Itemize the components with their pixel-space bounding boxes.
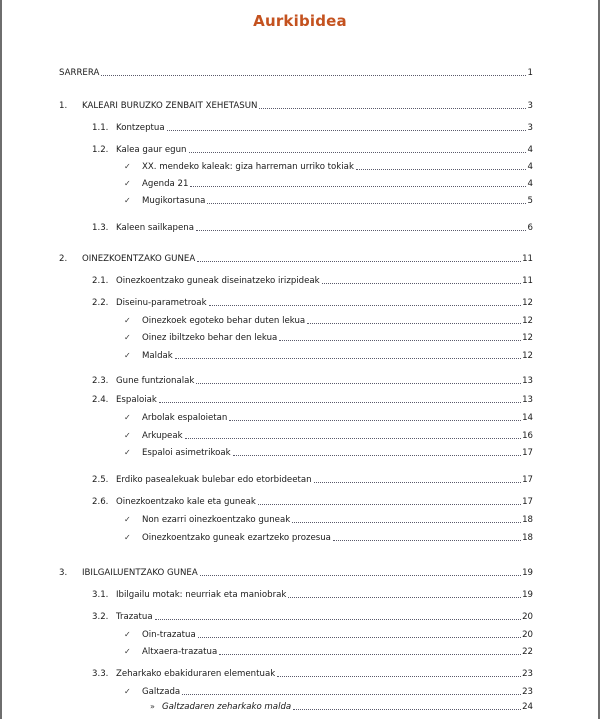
toc-entry[interactable] bbox=[124, 627, 533, 641]
toc-entry-number: 3. bbox=[59, 568, 68, 578]
toc-entry-page-number: 4 bbox=[527, 162, 533, 172]
dot-leader bbox=[307, 323, 521, 324]
toc-entry-label: Gune funtzionalak bbox=[116, 376, 195, 386]
dot-leader bbox=[219, 654, 521, 655]
toc-entry-number: 2.4. bbox=[92, 395, 109, 405]
toc-entry-label: Agenda 21 bbox=[142, 179, 189, 189]
dot-leader bbox=[175, 358, 521, 359]
dot-leader bbox=[209, 305, 522, 306]
toc-entry-number: 1.2. bbox=[92, 145, 109, 155]
toc-entry-page-number: 4 bbox=[527, 145, 533, 155]
dot-leader bbox=[288, 597, 521, 598]
toc-entry-page-number: 3 bbox=[527, 123, 533, 133]
checkmark-bullet-icon: ✓ bbox=[124, 687, 131, 696]
dot-leader bbox=[233, 455, 521, 456]
toc-entry-page-number: 22 bbox=[522, 647, 533, 657]
dot-leader bbox=[198, 637, 521, 638]
checkmark-bullet-icon: ✓ bbox=[124, 351, 131, 360]
toc-entry-label: Maldak bbox=[142, 351, 173, 361]
checkmark-bullet-icon: ✓ bbox=[124, 533, 131, 542]
toc-entry[interactable] bbox=[124, 313, 533, 327]
toc-entry[interactable] bbox=[124, 330, 533, 344]
dot-leader bbox=[314, 482, 521, 483]
toc-entry-label: IBILGAILUENTZAKO GUNEA bbox=[82, 568, 198, 578]
checkmark-bullet-icon: ✓ bbox=[124, 448, 131, 457]
toc-entry-label: Kaleen sailkapena bbox=[116, 223, 194, 233]
toc-entry-page-number: 1 bbox=[527, 68, 533, 78]
dot-leader bbox=[197, 261, 521, 262]
toc-entry-number: 1.1. bbox=[92, 123, 109, 133]
checkmark-bullet-icon: ✓ bbox=[124, 413, 131, 422]
toc-entry-label: Kalea gaur egun bbox=[116, 145, 187, 155]
toc-entry-page-number: 17 bbox=[522, 475, 533, 485]
toc-entry[interactable] bbox=[92, 392, 533, 406]
toc-entry-page-number: 24 bbox=[522, 702, 533, 712]
toc-entry-label: Altxaera-trazatua bbox=[142, 647, 218, 657]
toc-entry-page-number: 18 bbox=[522, 515, 533, 525]
toc-entry-label: Zeharkako ebakiduraren elementuak bbox=[116, 669, 276, 679]
toc-entry[interactable] bbox=[92, 373, 533, 387]
toc-entry-page-number: 20 bbox=[522, 630, 533, 640]
toc-entry-label: Arkupeak bbox=[142, 431, 183, 441]
toc-entry-number: 3.2. bbox=[92, 612, 109, 622]
toc-entry-label: OINEZKOENTZAKO GUNEA bbox=[82, 254, 196, 264]
double-chevron-bullet-icon: » bbox=[150, 702, 155, 711]
toc-entry-label: Espaloi asimetrikoak bbox=[142, 448, 231, 458]
toc-entry-label: Oinez ibiltzeko behar den lekua bbox=[142, 333, 278, 343]
toc-entry-label: Oinezkoek egoteko behar duten lekua bbox=[142, 316, 306, 326]
toc-entry-label: Erdiko pasealekuak bulebar edo etorbideetan bbox=[116, 475, 312, 485]
toc-entry-page-number: 11 bbox=[522, 276, 533, 286]
toc-entry-label: Oinezkoentzako kale eta guneak bbox=[116, 497, 256, 507]
checkmark-bullet-icon: ✓ bbox=[124, 179, 131, 188]
toc-entry-label: Mugikortasuna bbox=[142, 196, 206, 206]
toc-entry[interactable] bbox=[59, 65, 533, 79]
dot-leader bbox=[167, 130, 526, 131]
toc-entry-page-number: 16 bbox=[522, 431, 533, 441]
dot-leader bbox=[185, 438, 522, 439]
toc-entry-page-number: 6 bbox=[527, 223, 533, 233]
toc-entry[interactable] bbox=[92, 494, 533, 508]
toc-entry-number: 1.3. bbox=[92, 223, 109, 233]
toc-entry-number: 1. bbox=[59, 101, 68, 111]
toc-entry[interactable] bbox=[92, 666, 533, 680]
toc-entry[interactable] bbox=[92, 472, 533, 486]
toc-entry-label: Galtzada bbox=[142, 687, 181, 697]
toc-entry-label: Trazatua bbox=[116, 612, 153, 622]
toc-entry[interactable] bbox=[124, 644, 533, 658]
toc-entry-page-number: 19 bbox=[522, 590, 533, 600]
toc-entry[interactable] bbox=[92, 587, 533, 601]
dot-leader bbox=[200, 575, 521, 576]
dot-leader bbox=[293, 709, 521, 710]
toc-entry-label: XX. mendeko kaleak: giza harreman urriko tokiak bbox=[142, 162, 354, 172]
dot-leader bbox=[333, 540, 521, 541]
toc-entry-number: 2.2. bbox=[92, 298, 109, 308]
dot-leader bbox=[229, 420, 521, 421]
toc-entry[interactable] bbox=[59, 251, 533, 265]
toc-entry-number: 2.1. bbox=[92, 276, 109, 286]
toc-entry-page-number: 13 bbox=[522, 395, 533, 405]
dot-leader bbox=[292, 522, 521, 523]
toc-entry[interactable] bbox=[92, 120, 533, 134]
dot-leader bbox=[259, 108, 526, 109]
toc-entry-label: Oin-trazatua bbox=[142, 630, 196, 640]
toc-entry[interactable] bbox=[124, 530, 533, 544]
dot-leader bbox=[155, 619, 521, 620]
checkmark-bullet-icon: ✓ bbox=[124, 647, 131, 656]
toc-entry-number: 2.3. bbox=[92, 376, 109, 386]
checkmark-bullet-icon: ✓ bbox=[124, 196, 131, 205]
toc-entry-number: 3.3. bbox=[92, 669, 109, 679]
toc-entry-label: Non ezarri oinezkoentzako guneak bbox=[142, 515, 291, 525]
toc-entry[interactable] bbox=[124, 410, 533, 424]
toc-entry[interactable] bbox=[92, 609, 533, 623]
checkmark-bullet-icon: ✓ bbox=[124, 333, 131, 342]
dot-leader bbox=[258, 504, 521, 505]
toc-entry-label: Espaloiak bbox=[116, 395, 157, 405]
toc-entry-label: SARRERA bbox=[59, 68, 100, 78]
toc-entry-label: KALEARI BURUZKO ZENBAIT XEHETASUN bbox=[82, 101, 258, 111]
toc-entry-label: Galtzadaren zeharkako malda bbox=[162, 702, 292, 712]
toc-entry[interactable] bbox=[124, 159, 533, 173]
dot-leader bbox=[190, 186, 526, 187]
toc-entry-label: Oinezkoentzako guneak ezartzeko prozesua bbox=[142, 533, 331, 543]
toc-entry-page-number: 12 bbox=[522, 351, 533, 361]
toc-entry-page-number: 11 bbox=[522, 254, 533, 264]
dot-leader bbox=[196, 383, 521, 384]
dot-leader bbox=[356, 169, 526, 170]
dot-leader bbox=[189, 152, 527, 153]
toc-entry[interactable] bbox=[92, 220, 533, 234]
toc-entry-label: Kontzeptua bbox=[116, 123, 165, 133]
checkmark-bullet-icon: ✓ bbox=[124, 316, 131, 325]
toc-entry[interactable] bbox=[59, 98, 533, 112]
toc-entry[interactable] bbox=[124, 428, 533, 442]
toc-entry[interactable] bbox=[124, 348, 533, 362]
toc-title: Aurkibidea bbox=[253, 12, 347, 30]
dot-leader bbox=[277, 676, 521, 677]
toc-entry-page-number: 23 bbox=[522, 669, 533, 679]
checkmark-bullet-icon: ✓ bbox=[124, 630, 131, 639]
toc-entry-page-number: 14 bbox=[522, 413, 533, 423]
toc-entry-page-number: 12 bbox=[522, 316, 533, 326]
toc-entry-page-number: 3 bbox=[527, 101, 533, 111]
checkmark-bullet-icon: ✓ bbox=[124, 162, 131, 171]
toc-entry-page-number: 4 bbox=[527, 179, 533, 189]
toc-entry-label: Diseinu-parametroak bbox=[116, 298, 207, 308]
toc-entry-page-number: 20 bbox=[522, 612, 533, 622]
toc-entry-page-number: 19 bbox=[522, 568, 533, 578]
toc-entry-number: 2.5. bbox=[92, 475, 109, 485]
toc-entry[interactable] bbox=[124, 512, 533, 526]
toc-entry[interactable] bbox=[92, 142, 533, 156]
toc-entry-page-number: 17 bbox=[522, 448, 533, 458]
toc-entry-page-number: 13 bbox=[522, 376, 533, 386]
toc-entry-page-number: 12 bbox=[522, 298, 533, 308]
dot-leader bbox=[159, 402, 521, 403]
toc-entry-page-number: 5 bbox=[527, 196, 533, 206]
dot-leader bbox=[196, 230, 526, 231]
dot-leader bbox=[207, 203, 526, 204]
toc-entry-page-number: 17 bbox=[522, 497, 533, 507]
dot-leader bbox=[101, 75, 526, 76]
toc-entry-page-number: 18 bbox=[522, 533, 533, 543]
toc-entry-number: 2.6. bbox=[92, 497, 109, 507]
toc-entry[interactable] bbox=[150, 699, 533, 713]
toc-entry[interactable] bbox=[92, 295, 533, 309]
toc-entry[interactable] bbox=[124, 193, 533, 207]
toc-entry[interactable] bbox=[124, 445, 533, 459]
toc-entry[interactable] bbox=[92, 273, 533, 287]
toc-entry[interactable] bbox=[124, 684, 533, 698]
toc-entry[interactable] bbox=[124, 176, 533, 190]
toc-entry-page-number: 23 bbox=[522, 687, 533, 697]
dot-leader bbox=[279, 340, 521, 341]
toc-entry-label: Arbolak espaloietan bbox=[142, 413, 228, 423]
checkmark-bullet-icon: ✓ bbox=[124, 515, 131, 524]
toc-entry-page-number: 12 bbox=[522, 333, 533, 343]
dot-leader bbox=[322, 283, 521, 284]
toc-entry-number: 3.1. bbox=[92, 590, 109, 600]
toc-entry-number: 2. bbox=[59, 254, 68, 264]
toc-entry-label: Ibilgailu motak: neurriak eta maniobrak bbox=[116, 590, 287, 600]
dot-leader bbox=[182, 694, 521, 695]
checkmark-bullet-icon: ✓ bbox=[124, 431, 131, 440]
toc-entry-label: Oinezkoentzako guneak diseinatzeko irizpideak bbox=[116, 276, 320, 286]
toc-entry[interactable] bbox=[59, 565, 533, 579]
